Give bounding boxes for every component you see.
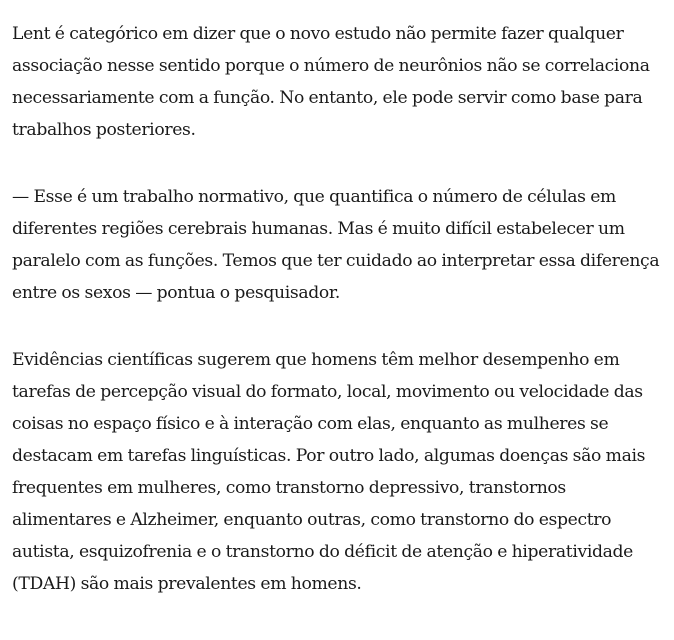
article-paragraph: — Esse é um trabalho normativo, que quantifica o número de células em diferentes regiões cerebrais humanas. Mas é muito difícil estabelecer um paralelo com as funções. Temos que ter cuidado ao interpretar essa diferença entre os sexos — pontua o pesquisador. bbox=[12, 187, 660, 303]
article-paragraph: Evidências científicas sugerem que homens têm melhor desempenho em tarefas de percepção visual do formato, local, movimento ou velocidade das coisas no espaço físico e à interação com elas, enquanto as mulheres se destacam em tarefas linguísticas. Por outro lado, algumas doenças são mais frequentes em mulheres, como transtorno depressivo, transtornos alimentares e Alzheimer, enquanto outras, como transtorno do espectro autista, esquizofrenia e o transtorno do déficit de atenção e hiperatividade (TDAH) são mais prevalentes em homens. bbox=[12, 350, 646, 594]
article-paragraph: Lent é categórico em dizer que o novo estudo não permite fazer qualquer associação nesse sentido porque o número de neurônios não se correlaciona necessariamente com a função. No entanto, ele pode servir como base para trabalhos posteriores. bbox=[12, 24, 650, 140]
